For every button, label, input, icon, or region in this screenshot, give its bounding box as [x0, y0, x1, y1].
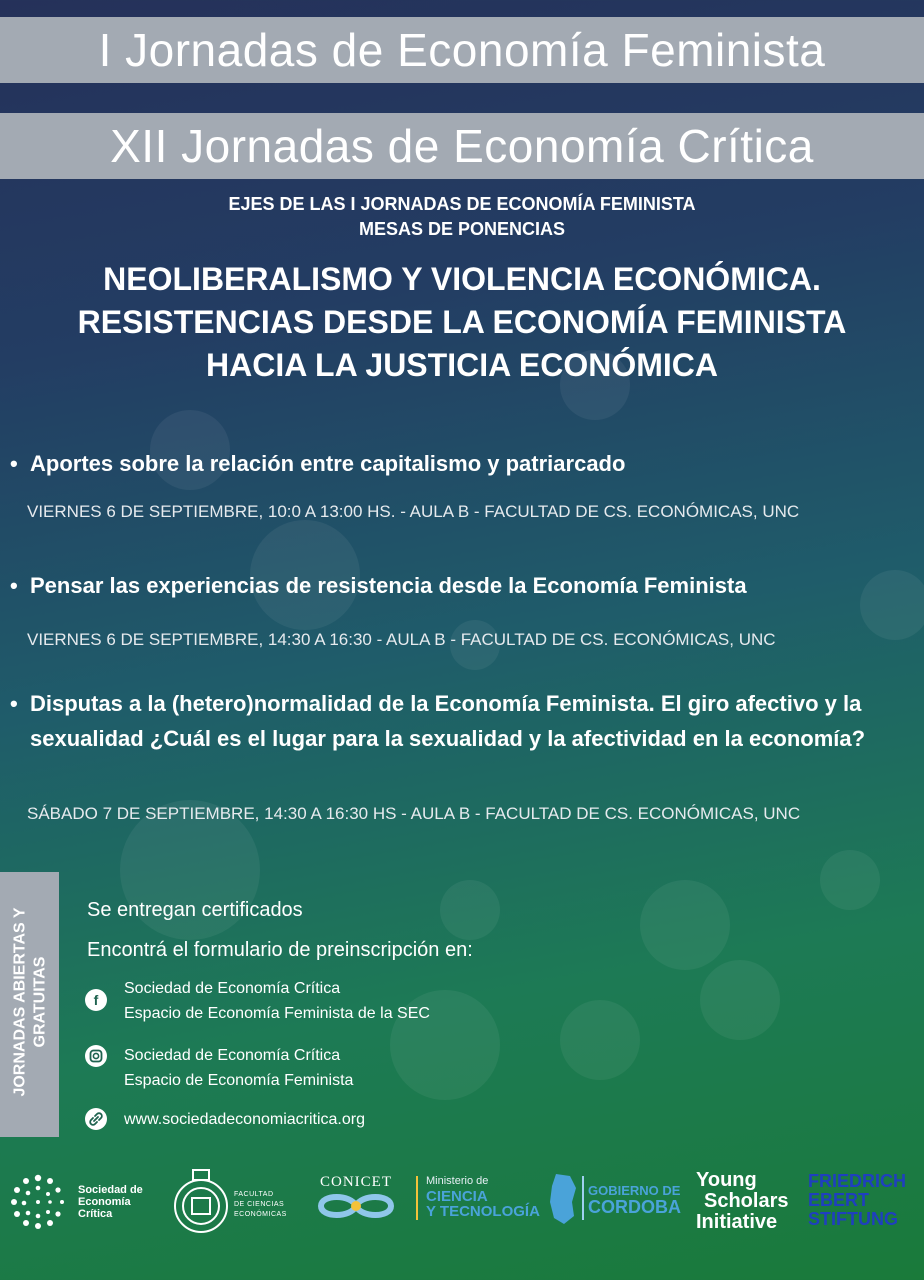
facultad-logo-text: FACULTAD DE CIENCIAS ECONÓMICAS	[234, 1191, 287, 1218]
sponsor-logos	[0, 1160, 924, 1250]
main-headline	[0, 258, 924, 387]
gobierno-divider	[582, 1176, 584, 1220]
ministerio-divider	[416, 1176, 418, 1220]
conicet-infinity-icon	[311, 1191, 401, 1221]
facebook-icon: f	[85, 989, 107, 1011]
cordoba-map-icon	[548, 1172, 578, 1226]
formulario-text: Encontrá el formulario de preinscripción en:	[87, 939, 473, 961]
mesa-title-3: • Disputas a la (hetero)normalidad de la Economía Feminista. El giro afectivo y la sexualidad ¿Cuál es el lugar para la sexualidad y la afectividad en la economía?	[10, 686, 924, 756]
ejes-line: EJES DE LAS I JORNADAS DE ECONOMÍA FEMINISTA	[228, 194, 696, 214]
ysi-logo-text: Young Scholars Initiative	[696, 1169, 789, 1233]
facebook-account[interactable]: Espacio de Economía Feminista de la SEC	[124, 1005, 430, 1022]
bokeh-circle	[440, 880, 500, 940]
mesa-schedule-3: SÁBADO 7 DE SEPTIEMBRE, 14:30 A 16:30 HS - AULA B - FACULTAD DE CS. ECONÓMICAS, UNC	[27, 804, 801, 823]
gobierno-logo-text: GOBIERNO DE CORDOBA	[588, 1183, 681, 1217]
conicet-logo: CONICET	[306, 1174, 406, 1226]
facultad-crest-icon	[172, 1168, 230, 1236]
sec-logo-text: Sociedad de Economía Crítica	[78, 1184, 143, 1220]
headline-line: HACIA LA JUSTICIA ECONÓMICA	[206, 347, 718, 383]
title-bar-critica	[0, 113, 924, 179]
certificados-text: Se entregan certificados	[87, 899, 303, 921]
headline-line: RESISTENCIAS DESDE LA ECONOMÍA FEMINISTA	[77, 304, 847, 340]
fes-logo-text: FRIEDRICH EBERT STIFTUNG	[808, 1171, 906, 1229]
bokeh-circle	[640, 880, 730, 970]
facebook-account[interactable]: Sociedad de Economía Crítica	[124, 980, 341, 997]
instagram-account[interactable]: Espacio de Economía Feminista	[124, 1072, 354, 1089]
ministerio-logo-text: Ministerio de CIENCIA Y TECNOLOGÍA	[426, 1175, 540, 1220]
bokeh-circle	[820, 850, 880, 910]
headline-line: NEOLIBERALISMO Y VIOLENCIA ECONÓMICA.	[103, 261, 821, 297]
mesa-schedule-2: VIERNES 6 DE SEPTIEMBRE, 14:30 A 16:30 - AULA B - FACULTAD DE CS. ECONÓMICAS, UNC	[27, 630, 776, 649]
mesa-title-2: • Pensar las experiencias de resistencia desde la Economía Feminista	[10, 568, 924, 603]
side-tab-label: JORNADAS ABIERTAS Y GRATUITAS	[11, 907, 49, 1097]
link-icon	[85, 1108, 107, 1130]
mesa-schedule-1: VIERNES 6 DE SEPTIEMBRE, 10:0 A 13:00 HS. - AULA B - FACULTAD DE CS. ECONÓMICAS, UNC	[27, 502, 800, 521]
bokeh-circle	[560, 1000, 640, 1080]
instagram-icon	[85, 1045, 107, 1067]
title-feminista: I Jornadas de Economía Feminista	[98, 24, 826, 76]
sec-dots-icon	[6, 1170, 70, 1234]
website-link[interactable]: www.sociedadeconomiacritica.org	[124, 1111, 365, 1128]
ejes-heading	[0, 192, 924, 242]
mesa-title-1: • Aportes sobre la relación entre capitalismo y patriarcado	[10, 446, 924, 481]
ejes-subline: MESAS DE PONENCIAS	[358, 219, 566, 239]
title-critica: XII Jornadas de Economía Crítica	[110, 120, 814, 172]
instagram-account[interactable]: Sociedad de Economía Crítica	[124, 1047, 341, 1064]
bokeh-circle	[700, 960, 780, 1040]
title-bar-feminista	[0, 17, 924, 83]
